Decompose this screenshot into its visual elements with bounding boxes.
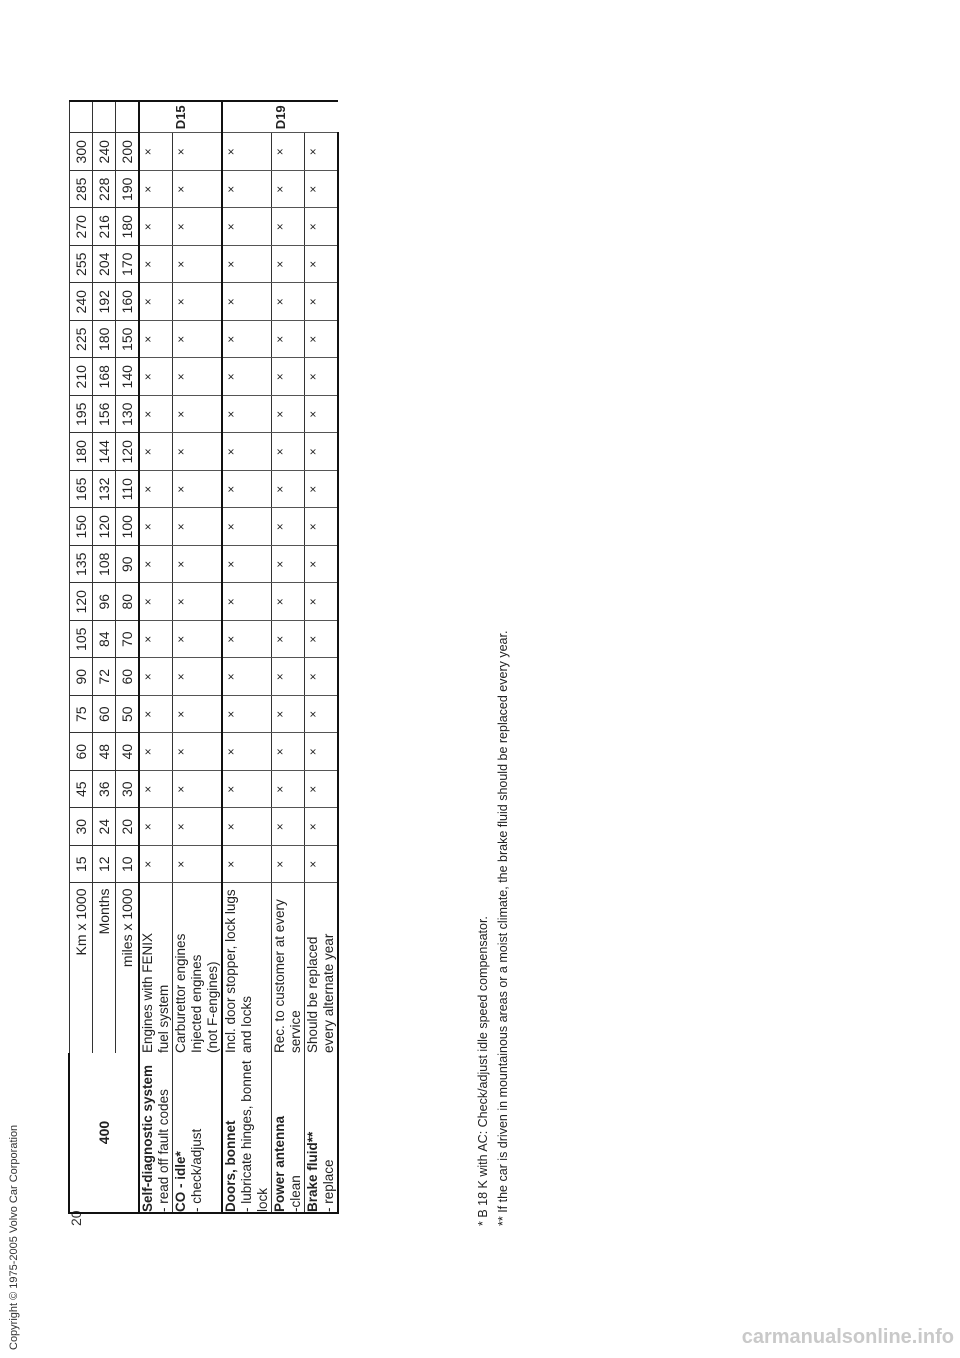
interval-mark: × bbox=[222, 846, 272, 884]
interval-mark: × bbox=[222, 621, 272, 659]
header-months-cell: 132 bbox=[92, 471, 115, 509]
interval-mark: × bbox=[304, 133, 338, 171]
header-code-spacer bbox=[115, 101, 139, 133]
interval-mark: × bbox=[304, 658, 338, 696]
condition-line: service bbox=[287, 1010, 303, 1053]
header-miles-cell: 160 bbox=[115, 283, 139, 321]
interval-mark: × bbox=[172, 621, 222, 659]
page-number: 20 bbox=[68, 1210, 84, 1226]
header-miles-cell: 20 bbox=[115, 808, 139, 846]
header-km-cell: 30 bbox=[69, 808, 92, 846]
interval-mark: × bbox=[172, 283, 222, 321]
interval-mark: × bbox=[139, 621, 173, 659]
interval-mark: × bbox=[139, 283, 173, 321]
header-km-cell: 15 bbox=[69, 846, 92, 884]
header-km-cell: 300 bbox=[69, 133, 92, 171]
item-action: -clean bbox=[287, 1175, 303, 1212]
item-action: - replace bbox=[320, 1159, 336, 1212]
interval-mark: × bbox=[139, 471, 173, 509]
interval-mark: × bbox=[271, 696, 304, 734]
interval-mark: × bbox=[139, 321, 173, 359]
header-months-cell: 192 bbox=[92, 283, 115, 321]
condition-line: (not F-engines) bbox=[204, 961, 220, 1053]
header-km-cell: 270 bbox=[69, 208, 92, 246]
interval-mark: × bbox=[271, 508, 304, 546]
interval-mark: × bbox=[222, 133, 272, 171]
interval-mark: × bbox=[222, 396, 272, 434]
header-months-cell: 204 bbox=[92, 246, 115, 284]
header-km-cell: 90 bbox=[69, 658, 92, 696]
item-title: CO - idle* bbox=[172, 1151, 188, 1212]
header-km-cell: 135 bbox=[69, 546, 92, 584]
interval-mark: × bbox=[172, 733, 222, 771]
interval-mark: × bbox=[304, 471, 338, 509]
header-miles-cell: 100 bbox=[115, 508, 139, 546]
header-km-cell: 165 bbox=[69, 471, 92, 509]
header-km-cell: 210 bbox=[69, 358, 92, 396]
header-miles-cell: 50 bbox=[115, 696, 139, 734]
item-action: - read off fault codes bbox=[155, 1089, 171, 1212]
interval-mark: × bbox=[271, 808, 304, 846]
interval-mark: × bbox=[304, 846, 338, 884]
interval-mark: × bbox=[139, 246, 173, 284]
interval-mark: × bbox=[172, 508, 222, 546]
interval-mark: × bbox=[222, 508, 272, 546]
model-label: 400 bbox=[69, 1053, 139, 1213]
header-months-cell: 144 bbox=[92, 433, 115, 471]
interval-mark: × bbox=[271, 133, 304, 171]
header-miles-cell: 180 bbox=[115, 208, 139, 246]
interval-mark: × bbox=[271, 621, 304, 659]
header-km-cell: 105 bbox=[69, 621, 92, 659]
header-miles-cell: 140 bbox=[115, 358, 139, 396]
interval-mark: × bbox=[172, 208, 222, 246]
interval-mark: × bbox=[172, 658, 222, 696]
header-km-cell: 75 bbox=[69, 696, 92, 734]
condition-line: Carburettor engines bbox=[172, 933, 188, 1053]
interval-mark: × bbox=[304, 808, 338, 846]
interval-mark: × bbox=[139, 433, 173, 471]
header-km-cell: 255 bbox=[69, 246, 92, 284]
header-miles-cell: 110 bbox=[115, 471, 139, 509]
interval-mark: × bbox=[222, 358, 272, 396]
header-code-spacer bbox=[69, 101, 92, 133]
interval-mark: × bbox=[304, 433, 338, 471]
service-item bbox=[139, 1053, 173, 1213]
interval-mark: × bbox=[139, 508, 173, 546]
interval-mark: × bbox=[172, 396, 222, 434]
interval-mark: × bbox=[271, 546, 304, 584]
item-condition bbox=[139, 883, 173, 1053]
item-row bbox=[271, 101, 304, 1213]
interval-mark: × bbox=[139, 358, 173, 396]
interval-mark: × bbox=[222, 771, 272, 809]
header-months-cell: 72 bbox=[92, 658, 115, 696]
item-row bbox=[172, 101, 222, 1213]
header-km-cell: 60 bbox=[69, 733, 92, 771]
header-months-cell: 168 bbox=[92, 358, 115, 396]
header-miles-cell: 130 bbox=[115, 396, 139, 434]
header-row-miles bbox=[115, 101, 139, 1213]
interval-mark: × bbox=[304, 321, 338, 359]
interval-mark: × bbox=[304, 171, 338, 209]
item-condition bbox=[271, 883, 304, 1053]
condition-line: fuel system bbox=[155, 984, 171, 1053]
item-title: Brake fluid** bbox=[304, 1131, 320, 1212]
interval-mark: × bbox=[271, 208, 304, 246]
interval-mark: × bbox=[271, 733, 304, 771]
header-months-cell: 228 bbox=[92, 171, 115, 209]
interval-mark: × bbox=[271, 771, 304, 809]
maintenance-schedule-table bbox=[68, 100, 339, 1214]
interval-mark: × bbox=[222, 246, 272, 284]
interval-mark: × bbox=[304, 771, 338, 809]
interval-mark: × bbox=[271, 396, 304, 434]
interval-mark: × bbox=[222, 658, 272, 696]
interval-mark: × bbox=[304, 358, 338, 396]
header-months-cell: 180 bbox=[92, 321, 115, 359]
header-months-cell: 156 bbox=[92, 396, 115, 434]
interval-mark: × bbox=[172, 433, 222, 471]
interval-mark: × bbox=[139, 696, 173, 734]
condition-line: every alternate year bbox=[320, 933, 336, 1053]
header-code-spacer bbox=[92, 101, 115, 133]
interval-mark: × bbox=[139, 396, 173, 434]
item-action: - check/adjust bbox=[188, 1128, 204, 1212]
header-row-km bbox=[69, 101, 92, 1213]
item-row bbox=[139, 101, 173, 1213]
interval-mark: × bbox=[139, 583, 173, 621]
interval-mark: × bbox=[172, 696, 222, 734]
header-miles-cell: 30 bbox=[115, 771, 139, 809]
item-condition bbox=[304, 883, 338, 1053]
header-months-cell: 240 bbox=[92, 133, 115, 171]
watermark: carmanualsonline.info bbox=[741, 1326, 954, 1348]
item-title: Doors, bonnet bbox=[222, 1120, 238, 1212]
header-miles-cell: 40 bbox=[115, 733, 139, 771]
interval-mark: × bbox=[304, 396, 338, 434]
interval-mark: × bbox=[222, 733, 272, 771]
interval-mark: × bbox=[222, 171, 272, 209]
interval-mark: × bbox=[222, 546, 272, 584]
interval-mark: × bbox=[172, 133, 222, 171]
header-km-cell: 195 bbox=[69, 396, 92, 434]
maintenance-table-container bbox=[68, 104, 468, 1214]
interval-mark: × bbox=[172, 246, 222, 284]
header-row-months bbox=[92, 101, 115, 1213]
header-km-cell: 225 bbox=[69, 321, 92, 359]
interval-mark: × bbox=[304, 246, 338, 284]
interval-mark: × bbox=[139, 208, 173, 246]
interval-mark: × bbox=[304, 733, 338, 771]
condition-line: Injected engines bbox=[188, 954, 204, 1053]
footnote-2: ** If the car is driven in mountainous areas or a moist climate, the brake fluid should be replaced every year. bbox=[496, 630, 510, 1226]
interval-mark: × bbox=[271, 846, 304, 884]
item-row bbox=[222, 101, 272, 1213]
condition-line: Should be replaced bbox=[304, 936, 320, 1053]
interval-mark: × bbox=[172, 358, 222, 396]
interval-mark: × bbox=[222, 808, 272, 846]
header-label-miles: miles x 1000 bbox=[115, 883, 139, 1053]
operation-code: D15 bbox=[139, 101, 222, 133]
interval-mark: × bbox=[172, 808, 222, 846]
interval-mark: × bbox=[271, 246, 304, 284]
interval-mark: × bbox=[271, 471, 304, 509]
header-months-cell: 48 bbox=[92, 733, 115, 771]
header-label-km: Km x 1000 bbox=[69, 883, 92, 1053]
service-item bbox=[304, 1053, 338, 1213]
header-km-cell: 285 bbox=[69, 171, 92, 209]
operation-code: D19 bbox=[222, 101, 338, 133]
header-km-cell: 240 bbox=[69, 283, 92, 321]
interval-mark: × bbox=[304, 208, 338, 246]
header-miles-cell: 200 bbox=[115, 133, 139, 171]
condition-line: Engines with FENIX bbox=[139, 932, 155, 1053]
header-months-cell: 216 bbox=[92, 208, 115, 246]
header-miles-cell: 150 bbox=[115, 321, 139, 359]
interval-mark: × bbox=[304, 583, 338, 621]
condition-line: and locks bbox=[238, 995, 254, 1053]
interval-mark: × bbox=[139, 658, 173, 696]
service-item bbox=[222, 1053, 272, 1213]
header-label-months: Months bbox=[92, 883, 115, 1053]
header-months-cell: 108 bbox=[92, 546, 115, 584]
header-miles-cell: 190 bbox=[115, 171, 139, 209]
interval-mark: × bbox=[304, 546, 338, 584]
interval-mark: × bbox=[172, 846, 222, 884]
header-miles-cell: 170 bbox=[115, 246, 139, 284]
interval-mark: × bbox=[172, 583, 222, 621]
interval-mark: × bbox=[172, 546, 222, 584]
interval-mark: × bbox=[172, 171, 222, 209]
interval-mark: × bbox=[139, 133, 173, 171]
header-months-cell: 24 bbox=[92, 808, 115, 846]
header-km-cell: 45 bbox=[69, 771, 92, 809]
header-miles-cell: 90 bbox=[115, 546, 139, 584]
interval-mark: × bbox=[172, 321, 222, 359]
item-row bbox=[304, 101, 338, 1213]
interval-mark: × bbox=[271, 321, 304, 359]
interval-mark: × bbox=[139, 846, 173, 884]
interval-mark: × bbox=[304, 508, 338, 546]
header-months-cell: 36 bbox=[92, 771, 115, 809]
header-miles-cell: 120 bbox=[115, 433, 139, 471]
interval-mark: × bbox=[172, 471, 222, 509]
interval-mark: × bbox=[271, 658, 304, 696]
header-months-cell: 12 bbox=[92, 846, 115, 884]
copyright-notice: Copyright © 1975-2005 Volvo Car Corporation bbox=[8, 1124, 20, 1350]
interval-mark: × bbox=[222, 321, 272, 359]
header-km-cell: 180 bbox=[69, 433, 92, 471]
interval-mark: × bbox=[271, 583, 304, 621]
interval-mark: × bbox=[271, 358, 304, 396]
interval-mark: × bbox=[139, 733, 173, 771]
interval-mark: × bbox=[139, 546, 173, 584]
service-item bbox=[271, 1053, 304, 1213]
header-miles-cell: 80 bbox=[115, 583, 139, 621]
interval-mark: × bbox=[271, 433, 304, 471]
interval-mark: × bbox=[304, 283, 338, 321]
interval-mark: × bbox=[304, 696, 338, 734]
condition-line: Incl. door stopper, lock lugs bbox=[222, 889, 238, 1053]
item-condition bbox=[172, 883, 222, 1053]
header-months-cell: 96 bbox=[92, 583, 115, 621]
service-item bbox=[172, 1053, 222, 1213]
header-km-cell: 120 bbox=[69, 583, 92, 621]
interval-mark: × bbox=[139, 771, 173, 809]
header-months-cell: 120 bbox=[92, 508, 115, 546]
interval-mark: × bbox=[304, 621, 338, 659]
header-months-cell: 60 bbox=[92, 696, 115, 734]
interval-mark: × bbox=[222, 696, 272, 734]
interval-mark: × bbox=[172, 771, 222, 809]
header-miles-cell: 60 bbox=[115, 658, 139, 696]
header-km-cell: 150 bbox=[69, 508, 92, 546]
header-miles-cell: 70 bbox=[115, 621, 139, 659]
item-condition bbox=[222, 883, 272, 1053]
interval-mark: × bbox=[271, 283, 304, 321]
interval-mark: × bbox=[139, 808, 173, 846]
header-months-cell: 84 bbox=[92, 621, 115, 659]
interval-mark: × bbox=[222, 433, 272, 471]
interval-mark: × bbox=[222, 283, 272, 321]
item-title: Self-diagnostic system bbox=[139, 1064, 155, 1212]
item-title: Power antenna bbox=[271, 1115, 287, 1212]
footnote-1: * B 18 K with AC: Check/adjust idle speed compensator. bbox=[476, 916, 490, 1226]
condition-line: Rec. to customer at every bbox=[271, 899, 287, 1053]
interval-mark: × bbox=[222, 471, 272, 509]
interval-mark: × bbox=[222, 208, 272, 246]
item-action: - lubricate hinges, bonnet lock bbox=[238, 1060, 270, 1212]
interval-mark: × bbox=[271, 171, 304, 209]
interval-mark: × bbox=[139, 171, 173, 209]
interval-mark: × bbox=[222, 583, 272, 621]
header-miles-cell: 10 bbox=[115, 846, 139, 884]
